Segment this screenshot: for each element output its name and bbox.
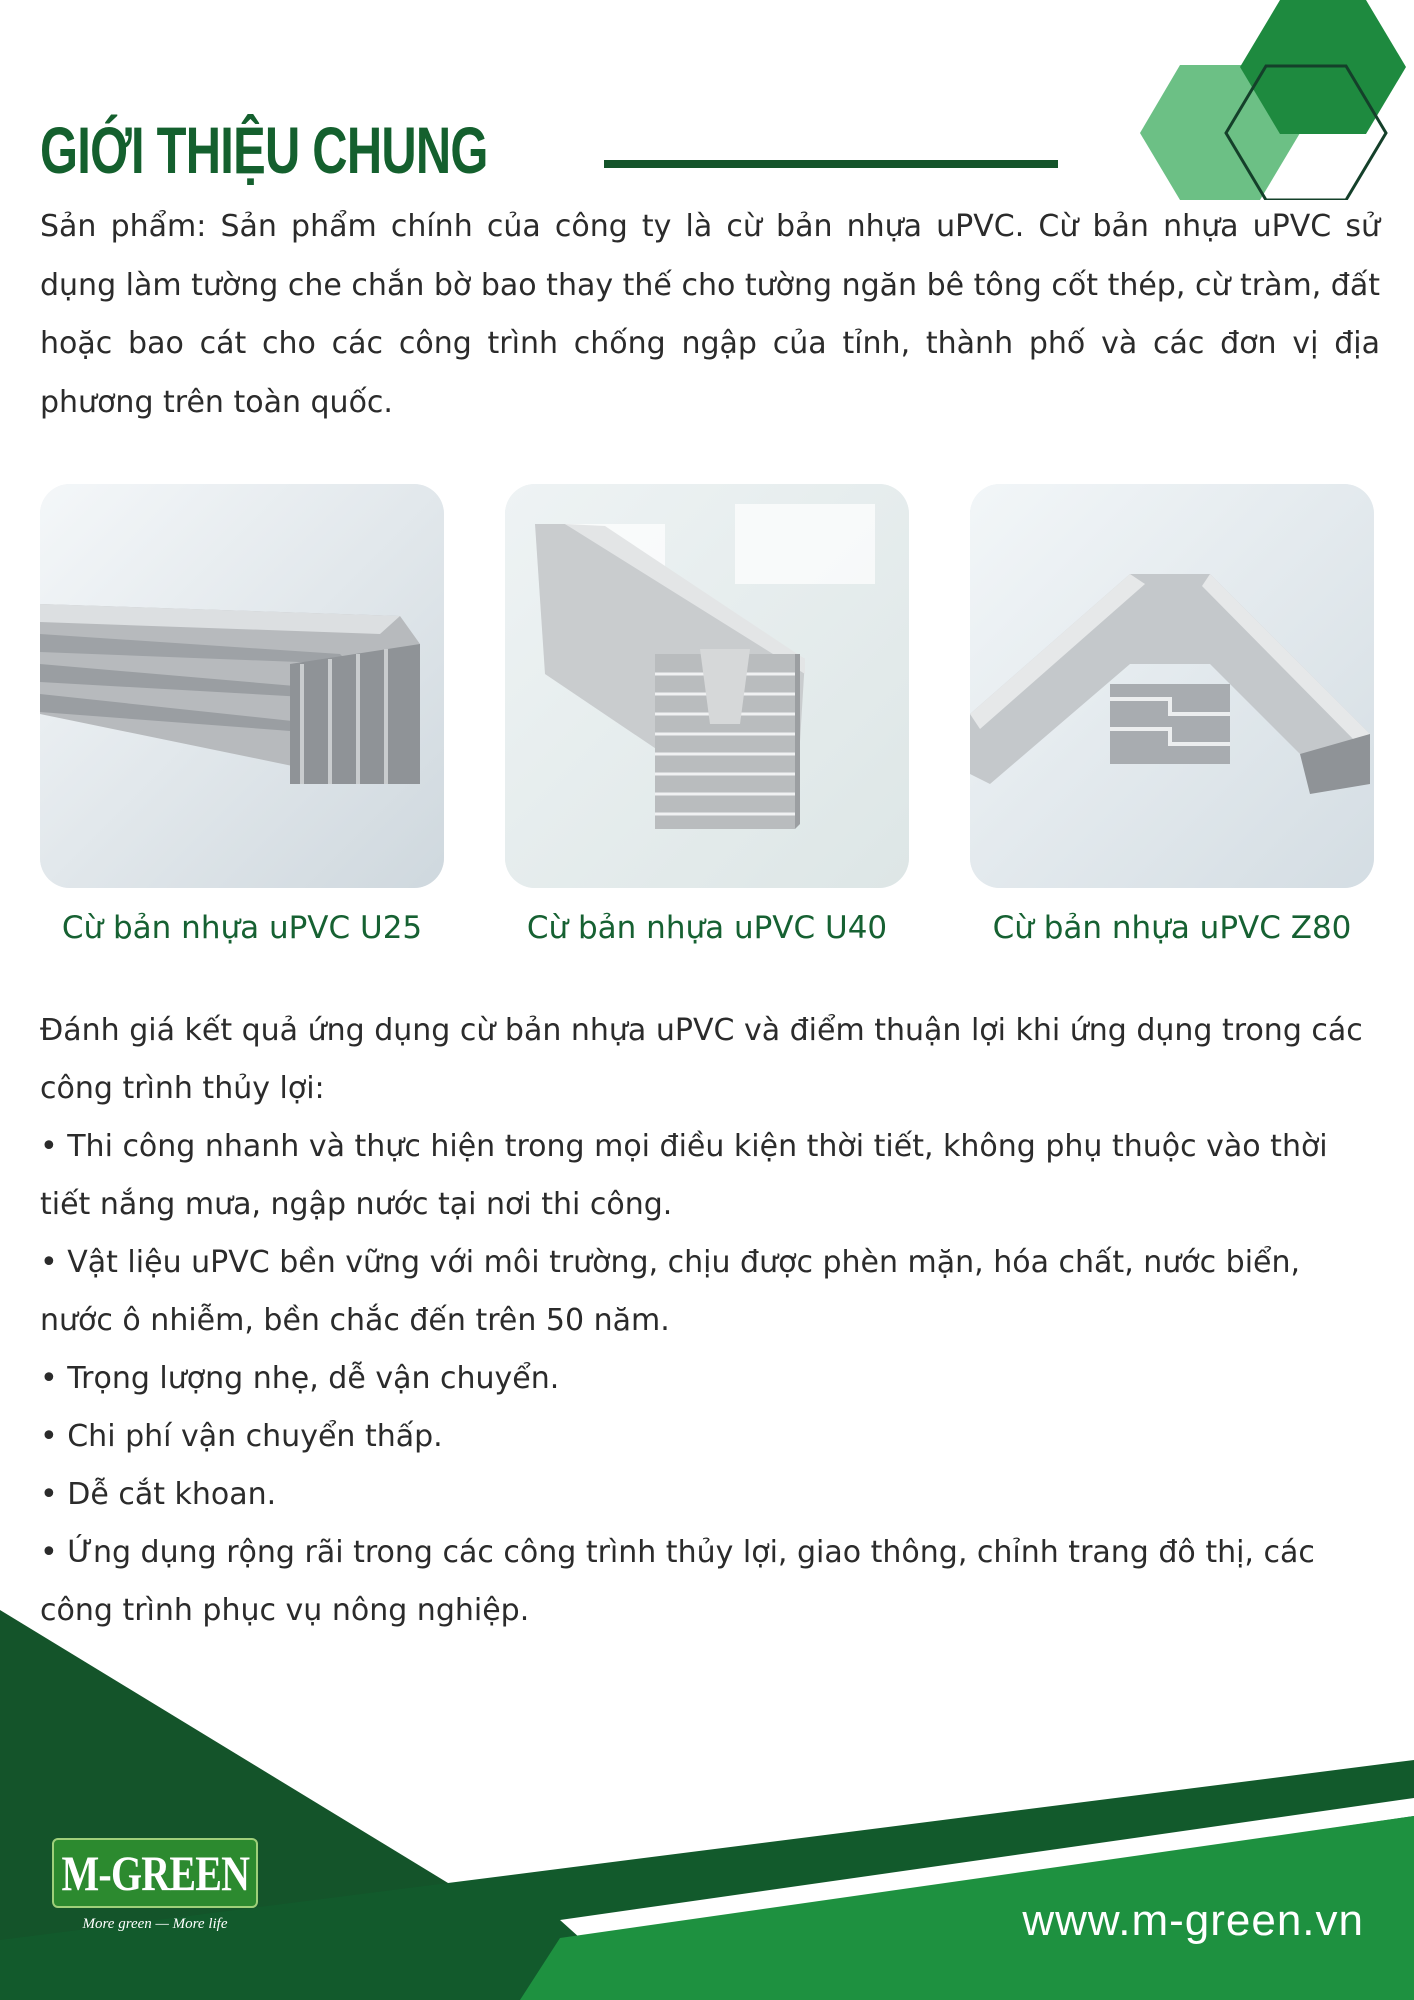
product-card-z80: [970, 484, 1374, 946]
evaluation-lead: Đánh giá kết quả ứng dụng cừ bản nhựa uPVC và điểm thuận lợi khi ứng dụng trong các công trình thủy lợi:: [40, 1013, 1363, 1106]
website-link[interactable]: www.m-green.vn: [1022, 1896, 1364, 1945]
evaluation-bullet: • Trọng lượng nhẹ, dễ vận chuyển.: [40, 1361, 560, 1396]
brand-logo: [52, 1838, 262, 1933]
product-photo-u40: [505, 484, 909, 888]
logo-badge: [52, 1838, 258, 1908]
evaluation-bullet: • Ứng dụng rộng rãi trong các công trình thủy lợi, giao thông, chỉnh trang đô thị, các công trình phục vụ nông nghiệp.: [40, 1535, 1315, 1628]
evaluation-bullet: • Vật liệu uPVC bền vững với môi trường, chịu được phèn mặn, hóa chất, nước biển, nước ô nhiễm, bền chắc đến trên 50 năm.: [40, 1245, 1301, 1338]
page-title: GIỚI THIỆU CHUNG: [40, 113, 488, 187]
intro-paragraph: Sản phẩm: Sản phẩm chính của công ty là cừ bản nhựa uPVC. Cừ bản nhựa uPVC sử dụng làm tường che chắn bờ bao thay thế cho tường ngăn bê tông cốt thép, cừ tràm, đất hoặc bao cát cho các công trình chống ngập của tỉnh, thành phố và các đơn vị địa phương trên toàn quốc.: [40, 209, 1380, 420]
product-photo-u25: [40, 484, 444, 888]
product-caption-u40: Cừ bản nhựa uPVC U40: [526, 910, 888, 946]
product-card-u25: [40, 484, 444, 946]
product-photo-z80: [970, 484, 1374, 888]
product-caption-z80: Cừ bản nhựa uPVC Z80: [992, 910, 1352, 946]
logo-text: M-GREEN: [61, 1845, 249, 1901]
evaluation-section: [40, 1002, 1414, 1640]
evaluation-bullet: • Chi phí vận chuyển thấp.: [40, 1419, 443, 1454]
product-card-u40: [505, 484, 909, 946]
product-caption-u25: Cừ bản nhựa uPVC U25: [61, 910, 423, 946]
hexagon-decoration: [1140, 0, 1414, 200]
evaluation-bullet: • Dễ cắt khoan.: [40, 1477, 277, 1512]
logo-tagline: More green — More life: [82, 1916, 228, 1932]
title-divider: [604, 160, 1058, 168]
evaluation-bullet: • Thi công nhanh và thực hiện trong mọi điều kiện thời tiết, không phụ thuộc vào thời tiết nắng mưa, ngập nước tại nơi thi công.: [40, 1129, 1328, 1222]
